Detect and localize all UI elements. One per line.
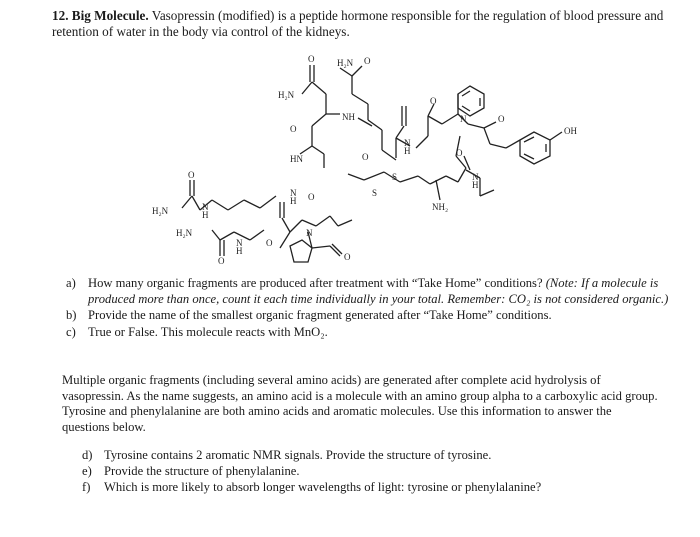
label-o-left-carb: O bbox=[188, 170, 195, 180]
question-d-text: Tyrosine contains 2 aromatic NMR signals. Provide the structure of tyrosine. bbox=[104, 448, 492, 462]
question-f bbox=[82, 480, 682, 495]
question-list-part2 bbox=[82, 448, 682, 496]
label-o-top: O bbox=[364, 56, 371, 66]
label-hn: HN bbox=[290, 154, 303, 164]
question-c-text: True or False. This molecule reacts with MnO₂. bbox=[88, 324, 328, 339]
label-n-pro-chain: N bbox=[290, 188, 297, 198]
label-o-c2: O bbox=[430, 96, 437, 106]
vasopressin-structure bbox=[140, 50, 600, 270]
vasopressin-skeletal-formula bbox=[140, 50, 600, 270]
question-d bbox=[82, 448, 682, 463]
label-h2n-top: H₂N bbox=[337, 58, 354, 68]
question-e-label: e) bbox=[82, 464, 92, 478]
question-e-text: Provide the structure of phenylalanine. bbox=[104, 464, 300, 478]
label-o-left: O bbox=[290, 124, 297, 134]
question-a-note: (Note: If a molecule is produced more than once, count it each time individually in your total. Remember: CO₂ is not considered organic.) bbox=[88, 276, 669, 306]
question-f-text: Which is more likely to absorb longer wavelengths of light: tyrosine or phenylalanine? bbox=[104, 480, 542, 494]
label-n-ring: N bbox=[460, 114, 467, 124]
label-o-lower: O bbox=[456, 148, 463, 158]
label-o-bottom: O bbox=[218, 256, 225, 266]
question-e bbox=[82, 464, 682, 479]
label-nh2: NH₂ bbox=[432, 202, 449, 212]
question-number: 12. bbox=[52, 8, 69, 23]
question-f-label: f) bbox=[82, 480, 91, 494]
label-n-bottom: N bbox=[236, 238, 243, 248]
question-title: Big Molecule. bbox=[71, 8, 149, 23]
label-n-amide2: N bbox=[472, 172, 479, 182]
label-o-carbonyl: O bbox=[308, 54, 315, 64]
question-c-label: c) bbox=[66, 324, 76, 339]
label-o-pro2: O bbox=[308, 192, 315, 202]
label-o-center: O bbox=[362, 152, 369, 162]
label-s1: S bbox=[392, 172, 398, 182]
label-h-amide1: H bbox=[404, 146, 411, 156]
label-o-right: O bbox=[498, 114, 505, 124]
question-c bbox=[66, 325, 676, 341]
label-h2n-left: H₂N bbox=[152, 206, 169, 216]
label-h-left: H bbox=[202, 210, 209, 220]
label-o-chain: O bbox=[344, 252, 351, 262]
question-list-part1 bbox=[66, 276, 676, 341]
question-b-label: b) bbox=[66, 308, 77, 322]
label-h-bottom: H bbox=[236, 246, 243, 256]
label-o-pro: O bbox=[266, 238, 273, 248]
label-n-left: N bbox=[202, 202, 209, 212]
question-a bbox=[66, 276, 676, 307]
label-h2n-upper: H₂N bbox=[278, 90, 295, 100]
hydrolysis-paragraph: Multiple organic fragments (including several amino acids) are generated after complete acid hydrolysis of vasopressin. As the name suggests, an amino acid is a molecule with an amino group alpha to a carboxylic acid group. Tyrosine and phenylalanine are both amino acids and aromatic molecules. Use this information to answer the questions below. bbox=[62, 373, 658, 434]
label-nh-mid: NH bbox=[342, 112, 355, 122]
question-b bbox=[66, 308, 676, 324]
question-intro: Vasopressin (modified) is a peptide hormone responsible for the regulation of blood pressure and retention of water in the body via control of the kidneys. bbox=[52, 8, 664, 39]
label-oh: OH bbox=[564, 126, 577, 136]
question-b-text: Provide the name of the smallest organic fragment generated after “Take Home” conditions. bbox=[88, 308, 552, 322]
question-a-label: a) bbox=[66, 276, 76, 290]
label-h-pro: H bbox=[290, 196, 297, 206]
question-a-text: How many organic fragments are produced after treatment with “Take Home” conditions? bbox=[88, 276, 546, 290]
question-header bbox=[52, 8, 692, 40]
label-h2n-bottom: H₂N bbox=[176, 228, 193, 238]
label-s2: S bbox=[372, 188, 378, 198]
label-n-amide1: N bbox=[404, 138, 411, 148]
label-n-pro: N bbox=[306, 228, 313, 238]
label-h-amide2: H bbox=[472, 180, 479, 190]
question-d-label: d) bbox=[82, 448, 93, 462]
